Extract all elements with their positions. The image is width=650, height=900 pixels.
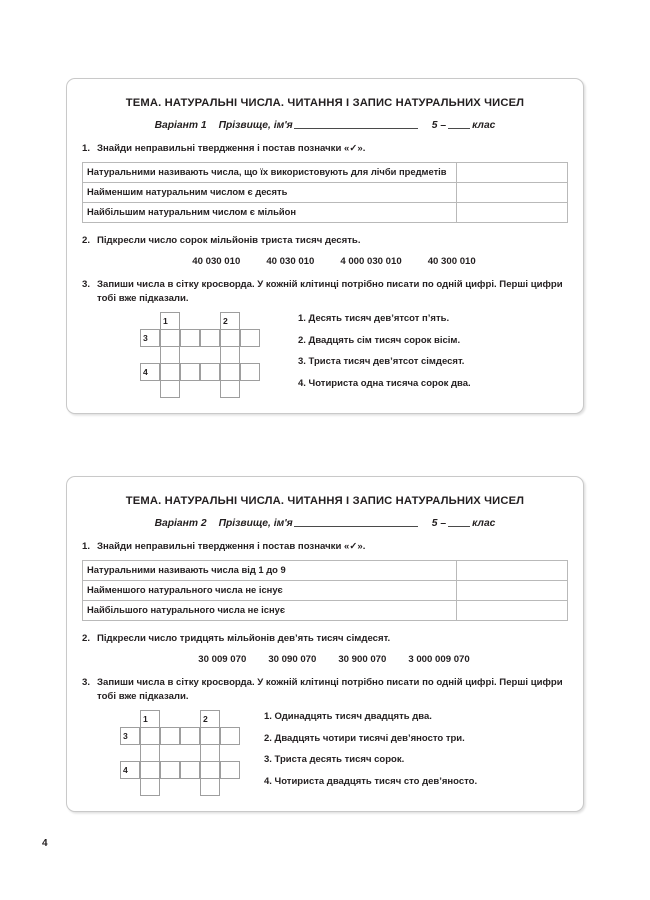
crossword-number: 3: [143, 333, 148, 344]
task-number: 1.: [82, 143, 91, 154]
crossword-cell-clue-4-start[interactable]: [140, 363, 160, 381]
task-1: [82, 540, 568, 554]
crossword-number: 1: [143, 714, 148, 725]
task-number: 2.: [82, 234, 91, 246]
task-number: 3.: [82, 677, 91, 689]
grade-prefix: 5 –: [431, 518, 447, 529]
crossword-cell[interactable]: [140, 744, 160, 762]
number-option[interactable]: 40 030 010: [192, 256, 241, 268]
statement-text: Найменшого натурального числа не існує: [83, 580, 457, 600]
crossword-cell-clue-2-start[interactable]: [200, 710, 220, 728]
variant-header-line: [82, 120, 568, 131]
statements-table: [82, 162, 568, 223]
task-text: Знайди неправильні твердження і постав позначки «✓».: [97, 541, 366, 552]
checkmark-cell[interactable]: [457, 162, 568, 182]
checkmark-cell[interactable]: [457, 600, 568, 620]
table-row: [83, 202, 568, 222]
task-number: 1.: [82, 541, 91, 552]
crossword-grid: [120, 312, 280, 404]
number-option[interactable]: 30 009 070: [198, 654, 247, 666]
checkmark-cell[interactable]: [457, 182, 568, 202]
clue-item: 1. Десять тисяч дев’ятсот п’ять.: [298, 313, 450, 325]
clue-item: 2. Двадцять чотири тисячі дев’яносто три.: [264, 732, 465, 744]
crossword-cell[interactable]: [180, 761, 200, 779]
clue-item: 4. Чотириста одна тисяча сорок два.: [298, 377, 471, 389]
statement-text: Натуральними називають числа від 1 до 9: [83, 560, 457, 580]
worksheet-card-variant-1: [66, 78, 584, 414]
clue-item: 1. Одинадцять тисяч двадцять два.: [264, 711, 432, 723]
clue-item: 4. Чотириста двадцять тисяч сто дев’яносто.: [264, 775, 478, 787]
crossword-clue-list: [260, 710, 568, 798]
task-number: 3.: [82, 279, 91, 291]
crossword-grid: [100, 710, 260, 802]
crossword-cell[interactable]: [220, 346, 240, 364]
crossword-cell[interactable]: [200, 363, 220, 381]
task-number: 2.: [82, 632, 91, 644]
crossword-cell-clue-1-start[interactable]: [140, 710, 160, 728]
crossword-section: [82, 312, 568, 404]
table-row: [83, 580, 568, 600]
variant-header-line: [82, 518, 568, 529]
crossword-cell[interactable]: [140, 727, 160, 745]
page-number: 4: [42, 838, 48, 849]
crossword-cell-clue-3-start[interactable]: [120, 727, 140, 745]
crossword-number: 4: [143, 367, 148, 378]
task-text: Підкресли число сорок мільйонів триста тисяч десять.: [97, 234, 361, 246]
crossword-cell-clue-4-start[interactable]: [120, 761, 140, 779]
task-1: [82, 142, 568, 156]
number-option[interactable]: 3 000 009 070: [408, 654, 470, 666]
grade-label: клас: [472, 518, 496, 529]
name-input-line[interactable]: [294, 128, 418, 129]
crossword-cell[interactable]: [140, 761, 160, 779]
statement-text: Найменшим натуральним числом є десять: [83, 182, 457, 202]
task-2: [82, 632, 568, 646]
crossword-cell[interactable]: [240, 329, 260, 347]
crossword-cell[interactable]: [160, 346, 180, 364]
statement-text: Найбільшого натурального числа не існує: [83, 600, 457, 620]
grade-input-line[interactable]: [448, 128, 470, 129]
task-text: Знайди неправильні твердження і постав позначки «✓».: [97, 143, 366, 154]
table-row: [83, 182, 568, 202]
crossword-number: 4: [123, 765, 128, 776]
worksheet-card-variant-2: [66, 476, 584, 812]
page-title: ТЕМА. НАТУРАЛЬНІ ЧИСЛА. ЧИТАННЯ І ЗАПИС НАТУРАЛЬНИХ ЧИСЕЛ: [125, 495, 525, 507]
statement-text: Натуральними називають числа, що їх використовують для лічби предметів: [83, 162, 457, 182]
name-label: Прізвище, ім'я: [218, 518, 293, 529]
grade-prefix: 5 –: [431, 120, 447, 131]
grade-input-line[interactable]: [448, 526, 470, 527]
crossword-clue-list: [280, 312, 568, 400]
number-option[interactable]: 30 900 070: [338, 654, 387, 666]
crossword-cell[interactable]: [240, 363, 260, 381]
crossword-number: 2: [223, 316, 228, 327]
crossword-cell[interactable]: [220, 727, 240, 745]
crossword-cell[interactable]: [200, 778, 220, 796]
grade-label: клас: [472, 120, 496, 131]
variant-label: Варіант 1: [154, 120, 207, 131]
crossword-cell[interactable]: [160, 363, 180, 381]
number-option[interactable]: 40 030 010: [266, 256, 315, 268]
checkmark-cell[interactable]: [457, 202, 568, 222]
table-row: [83, 600, 568, 620]
crossword-number: 2: [203, 714, 208, 725]
name-input-line[interactable]: [294, 526, 418, 527]
crossword-cell[interactable]: [220, 329, 240, 347]
crossword-cell[interactable]: [180, 329, 200, 347]
task-text: Запиши числа в сітку кросворда. У кожній клітинці потрібно писати по одній цифрі. Перші цифри тобі вже підказали.: [97, 279, 563, 304]
crossword-number: 3: [123, 731, 128, 742]
crossword-cell[interactable]: [200, 329, 220, 347]
table-row: [83, 560, 568, 580]
clue-item: 2. Двадцять сім тисяч сорок вісім.: [298, 334, 461, 346]
crossword-cell[interactable]: [200, 744, 220, 762]
checkmark-cell[interactable]: [457, 560, 568, 580]
crossword-cell[interactable]: [180, 727, 200, 745]
number-option[interactable]: 40 300 010: [427, 256, 476, 268]
crossword-cell[interactable]: [200, 727, 220, 745]
crossword-cell[interactable]: [140, 778, 160, 796]
statements-table: [82, 560, 568, 621]
statement-text: Найбільшим натуральним числом є мільйон: [83, 202, 457, 222]
number-options-row: [82, 654, 568, 665]
crossword-number: 1: [163, 316, 168, 327]
crossword-cell[interactable]: [220, 380, 240, 398]
number-option[interactable]: 4 000 030 010: [340, 256, 402, 268]
crossword-cell-clue-2-start[interactable]: [220, 312, 240, 330]
crossword-cell-clue-1-start[interactable]: [160, 312, 180, 330]
crossword-cell[interactable]: [160, 761, 180, 779]
crossword-section: [82, 710, 568, 802]
number-options-row: [82, 256, 568, 267]
crossword-cell[interactable]: [160, 329, 180, 347]
task-3: [82, 676, 568, 703]
crossword-cell[interactable]: [220, 363, 240, 381]
task-text: Запиши числа в сітку кросворда. У кожній клітинці потрібно писати по одній цифрі. Перші цифри тобі вже підказали.: [97, 677, 563, 702]
crossword-cell[interactable]: [160, 380, 180, 398]
crossword-cell[interactable]: [160, 727, 180, 745]
number-option[interactable]: 30 090 070: [268, 654, 317, 666]
crossword-cell-clue-3-start[interactable]: [140, 329, 160, 347]
clue-item: 3. Триста десять тисяч сорок.: [264, 754, 405, 766]
task-2: [82, 234, 568, 248]
table-row: [83, 162, 568, 182]
page-title: ТЕМА. НАТУРАЛЬНІ ЧИСЛА. ЧИТАННЯ І ЗАПИС НАТУРАЛЬНИХ ЧИСЕЛ: [125, 97, 525, 109]
checkmark-cell[interactable]: [457, 580, 568, 600]
clue-item: 3. Триста тисяч дев’ятсот сімдесят.: [298, 356, 465, 368]
variant-label: Варіант 2: [154, 518, 207, 529]
name-label: Прізвище, ім'я: [218, 120, 293, 131]
crossword-cell[interactable]: [180, 363, 200, 381]
task-text: Підкресли число тридцять мільйонів дев’ять тисяч сімдесят.: [97, 632, 391, 644]
crossword-cell[interactable]: [200, 761, 220, 779]
crossword-cell[interactable]: [220, 761, 240, 779]
task-3: [82, 278, 568, 305]
